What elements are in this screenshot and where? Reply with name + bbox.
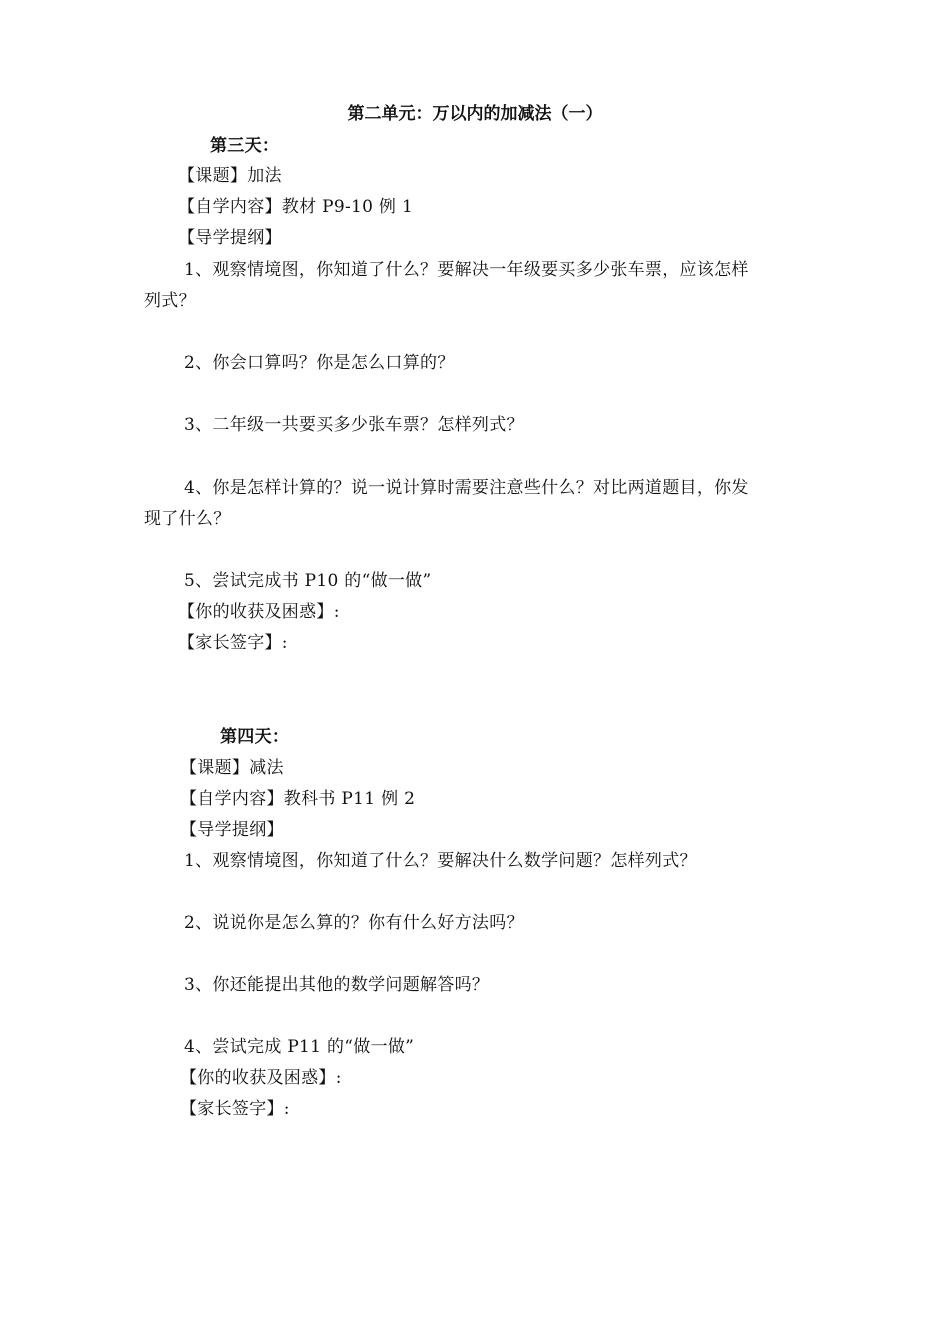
day3-question-2: 2、你会口算吗？你是怎么口算的？	[184, 353, 455, 373]
day4-topic: 【课题】减法	[180, 758, 284, 778]
day3-harvest: 【你的收获及困惑】:	[178, 602, 340, 622]
day3-heading: 第三天：	[210, 136, 280, 156]
day3-question-1-line-1: 1、观察情境图，你知道了什么？要解决一年级要买多少张车票，应该怎样	[184, 260, 749, 280]
day3-question-1-line-2: 列式？	[144, 291, 196, 311]
day4-question-1: 1、观察情境图，你知道了什么？要解决什么数学问题？怎样列式？	[184, 851, 697, 871]
day3-content: 【自学内容】教材 P9-10 例 1	[178, 197, 414, 217]
day3-question-5: 5、尝试完成书 P10 的“做一做”	[184, 571, 432, 591]
day4-content: 【自学内容】教科书 P11 例 2	[180, 789, 416, 809]
day4-heading: 第四天：	[220, 727, 290, 747]
day3-question-3: 3、二年级一共要买多少张车票？怎样列式？	[184, 415, 524, 435]
day4-question-2: 2、说说你是怎么算的？你有什么好方法吗？	[184, 913, 524, 933]
day3-question-4-line-2: 现了什么？	[144, 509, 231, 529]
day3-signature: 【家长签字】:	[178, 633, 288, 653]
page-title: 第二单元：万以内的加减法（一）	[347, 104, 603, 124]
day4-outline: 【导学提纲】	[180, 820, 284, 840]
day3-topic: 【课题】加法	[178, 166, 282, 186]
day4-harvest: 【你的收获及困惑】:	[180, 1068, 342, 1088]
day3-question-4-line-1: 4、你是怎样计算的？说一说计算时需要注意些什么？对比两道题目，你发	[184, 478, 749, 498]
day4-signature: 【家长签字】:	[180, 1099, 290, 1119]
day4-question-3: 3、你还能提出其他的数学问题解答吗？	[184, 975, 490, 995]
day4-question-4: 4、尝试完成 P11 的“做一做”	[184, 1037, 415, 1057]
day3-outline: 【导学提纲】	[178, 228, 282, 248]
